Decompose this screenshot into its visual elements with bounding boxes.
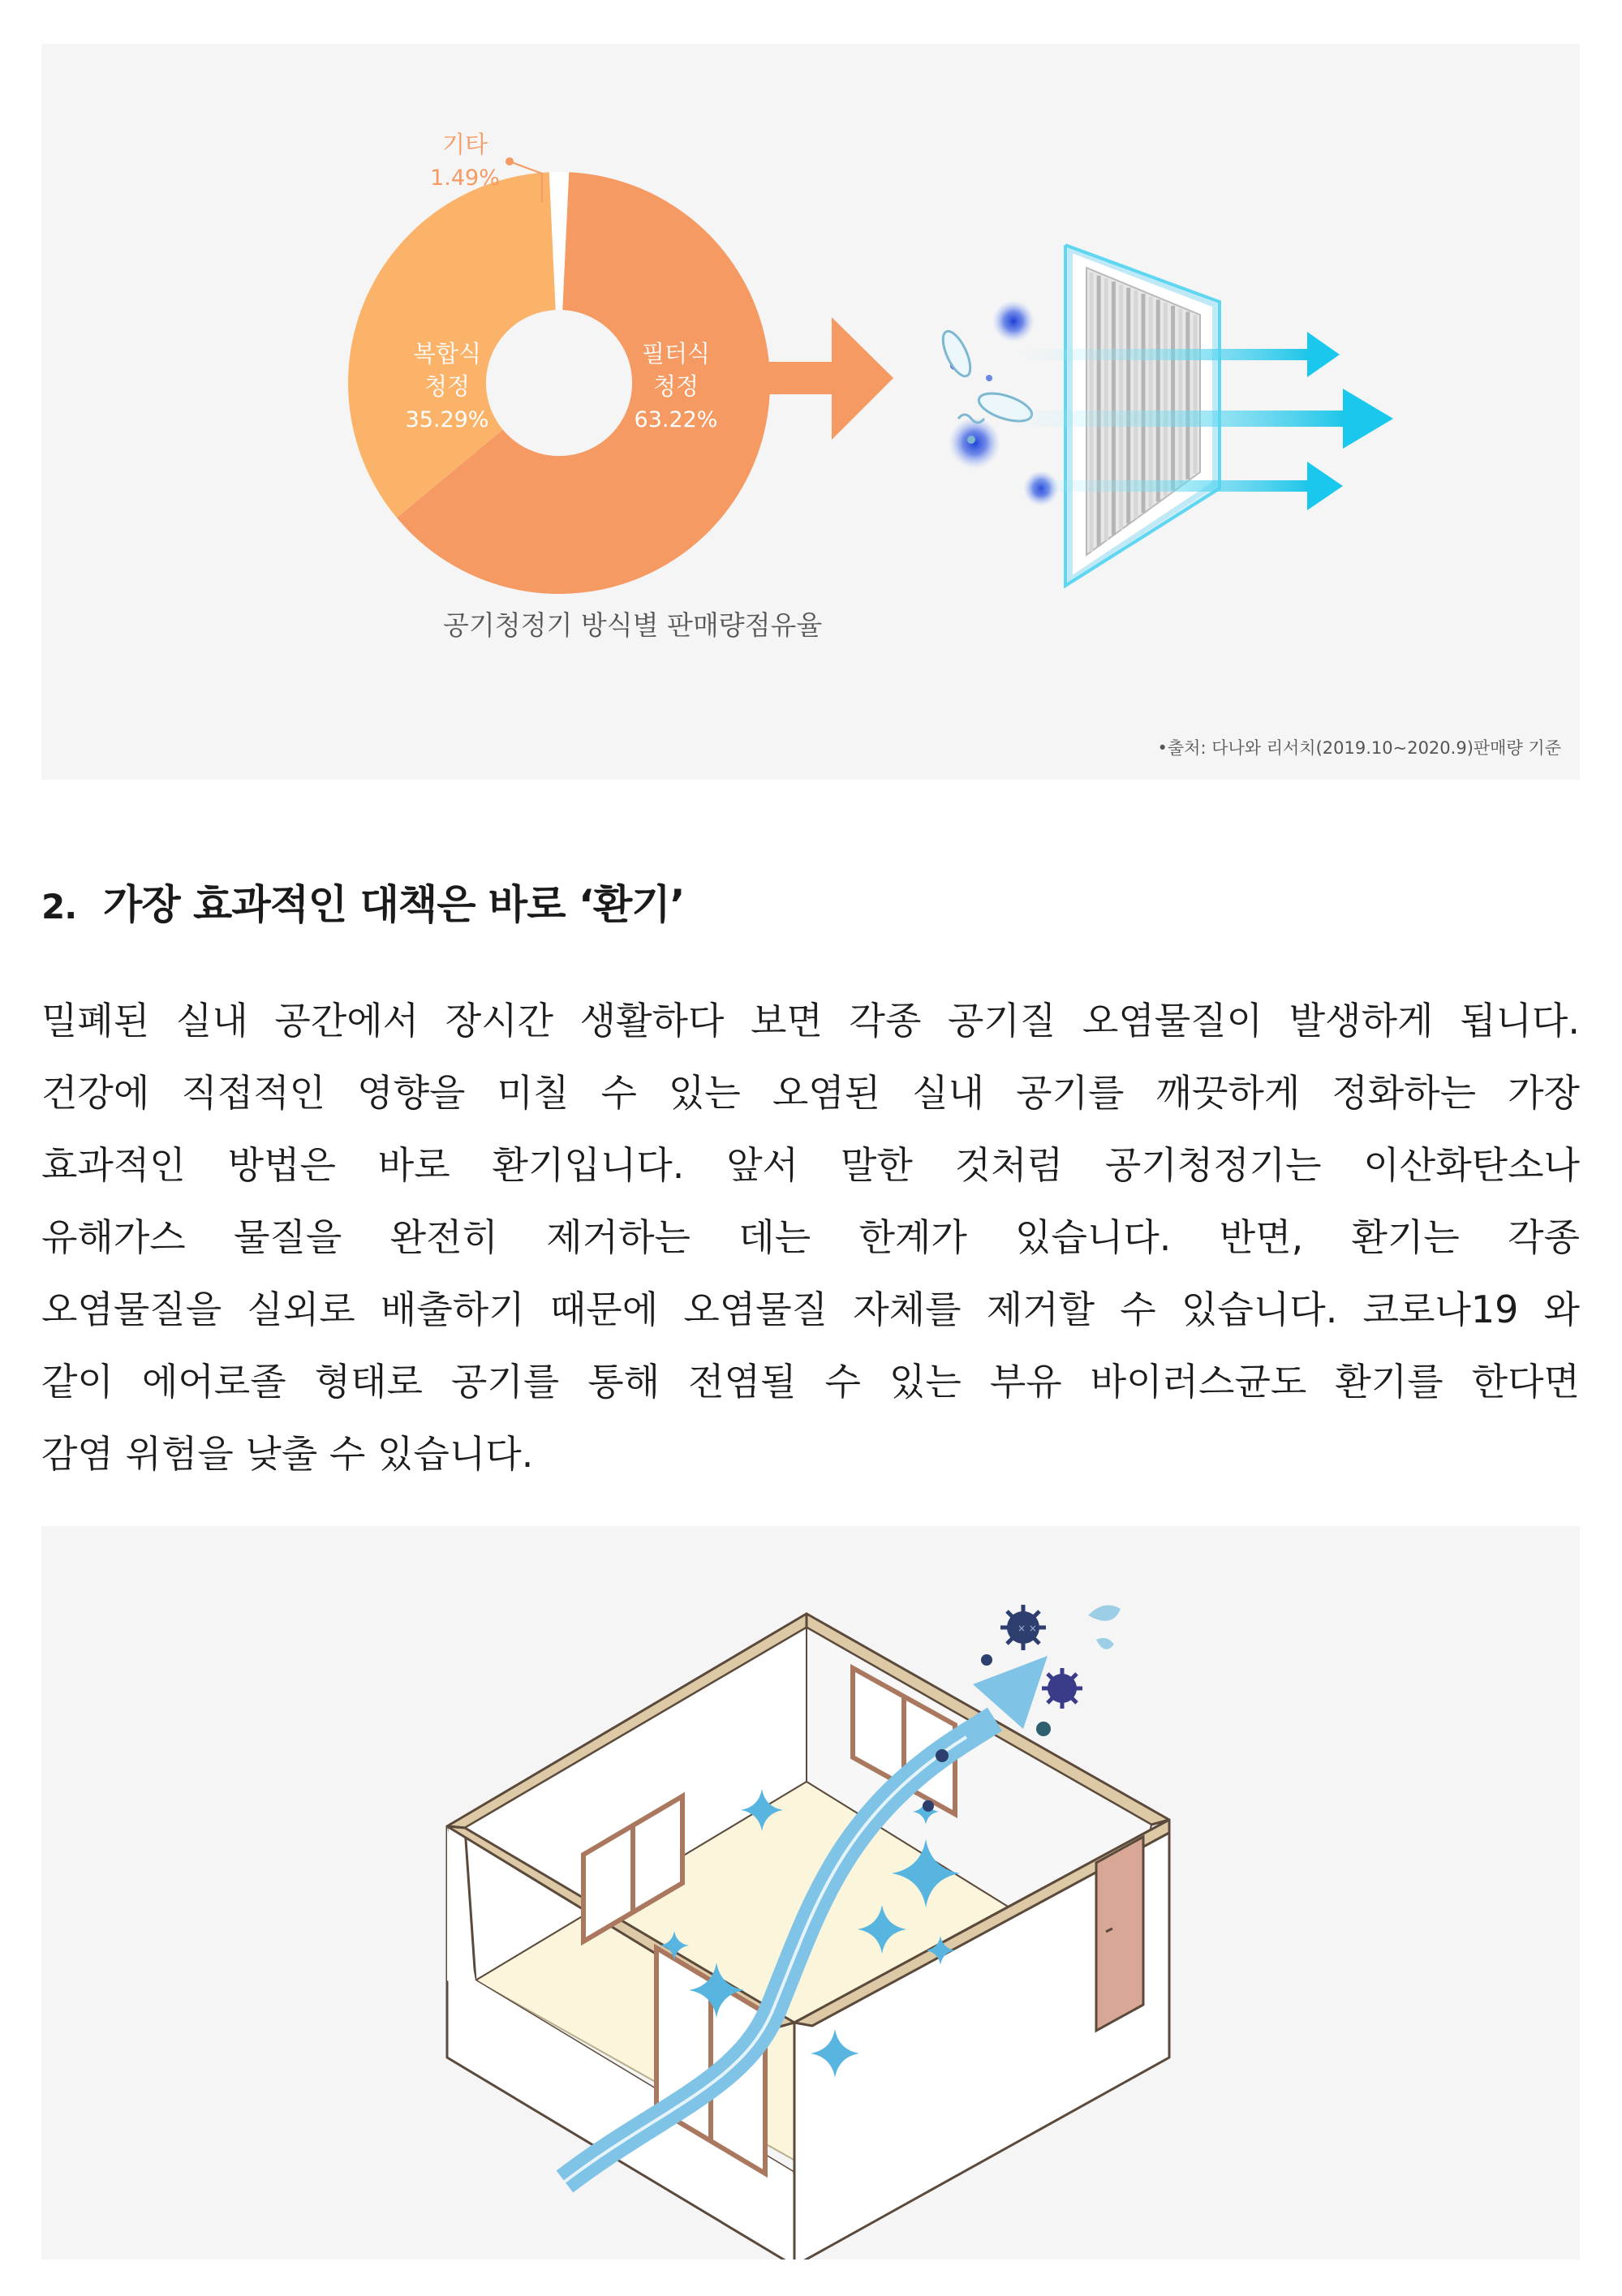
paragraph-line: 유해가스 물질을 완전히 제거하는 데는 한계가 있습니다. 반면, 환기는 각종 bbox=[41, 1215, 1580, 1259]
virus-icon bbox=[981, 1654, 992, 1666]
source-note: •출처: 다나와 리서치(2019.10~2020.9)판매량 기준 bbox=[1157, 738, 1561, 758]
clean-airflow bbox=[1007, 332, 1393, 510]
figure-panel-ventilation bbox=[41, 1526, 1580, 2259]
virus-icon bbox=[1036, 1722, 1051, 1736]
paragraph-line: 효과적인 방법은 바로 환기입니다. 앞서 말한 것처럼 공기청정기는 이산화탄소나 bbox=[41, 1143, 1580, 1187]
chart-caption: 공기청정기 방식별 판매량점유율 bbox=[443, 609, 823, 641]
particle-dot-icon bbox=[949, 417, 1000, 469]
slice-label-filter-line2: 청정 bbox=[652, 372, 699, 400]
particle-dot-icon bbox=[986, 375, 992, 381]
virus-icon bbox=[1042, 1668, 1082, 1709]
water-drop-icon bbox=[1088, 1606, 1121, 1621]
water-drop-icon bbox=[1096, 1638, 1114, 1649]
paragraph-line: 밀폐된 실내 공간에서 장시간 생활하다 보면 각종 공기질 오염물질이 발생하게 됩니다. bbox=[41, 999, 1580, 1043]
paragraph-line: 건강에 직접적인 영향을 미칠 수 있는 오염된 실내 공기를 깨끗하게 정화하는 가장 bbox=[41, 1071, 1580, 1115]
light-beam bbox=[1015, 349, 1307, 360]
slice-label-filter: 필터식 bbox=[641, 340, 711, 368]
bacteria-icon bbox=[937, 328, 975, 381]
airflow-arrow-icon bbox=[1307, 462, 1343, 510]
slice-label-other: 기타 bbox=[441, 131, 488, 158]
body-paragraph bbox=[41, 985, 1580, 1490]
svg-text:× ×: × × bbox=[1018, 1623, 1037, 1634]
door-icon bbox=[1096, 1837, 1143, 2031]
section-title: 가장 효과적인 대책은 바로 ‘환기’ bbox=[103, 881, 685, 928]
donut-hole bbox=[486, 310, 632, 456]
market-share-figure bbox=[41, 44, 1580, 780]
section-heading bbox=[41, 872, 685, 931]
pollutant-particles bbox=[937, 300, 1059, 506]
slice-value-composite: 35.29% bbox=[405, 407, 489, 432]
virus-icon bbox=[936, 1749, 949, 1762]
virus-icon bbox=[923, 1800, 934, 1812]
virus-icon bbox=[1000, 1605, 1046, 1650]
paragraph-line: 감염 위험을 낮출 수 있습니다. bbox=[41, 1432, 534, 1476]
paragraph-line: 같이 에어로졸 형태로 공기를 통해 전염될 수 있는 부유 바이러스균도 환기를 한다면 bbox=[41, 1360, 1580, 1404]
light-beam bbox=[1007, 411, 1343, 427]
slice-value-other: 1.49% bbox=[430, 166, 500, 191]
particle-dot-icon bbox=[967, 436, 975, 444]
paragraph-line: 오염물질을 실외로 배출하기 때문에 오염물질 자체를 제거할 수 있습니다. 코로나19 와 bbox=[41, 1288, 1580, 1331]
airflow-arrow-icon bbox=[1343, 389, 1393, 449]
particle-dot-icon bbox=[992, 300, 1035, 342]
airflow-arrow-icon bbox=[1307, 332, 1340, 377]
section-number: 2. bbox=[41, 887, 77, 927]
room-illustration bbox=[41, 1526, 1580, 2259]
light-beam bbox=[1015, 480, 1307, 492]
slice-label-composite: 복합식 bbox=[412, 340, 482, 368]
slice-value-filter: 63.22% bbox=[634, 407, 718, 432]
slice-label-composite-line2: 청정 bbox=[424, 372, 471, 400]
donut-chart bbox=[348, 172, 770, 594]
figure-panel-market-share bbox=[41, 44, 1580, 780]
